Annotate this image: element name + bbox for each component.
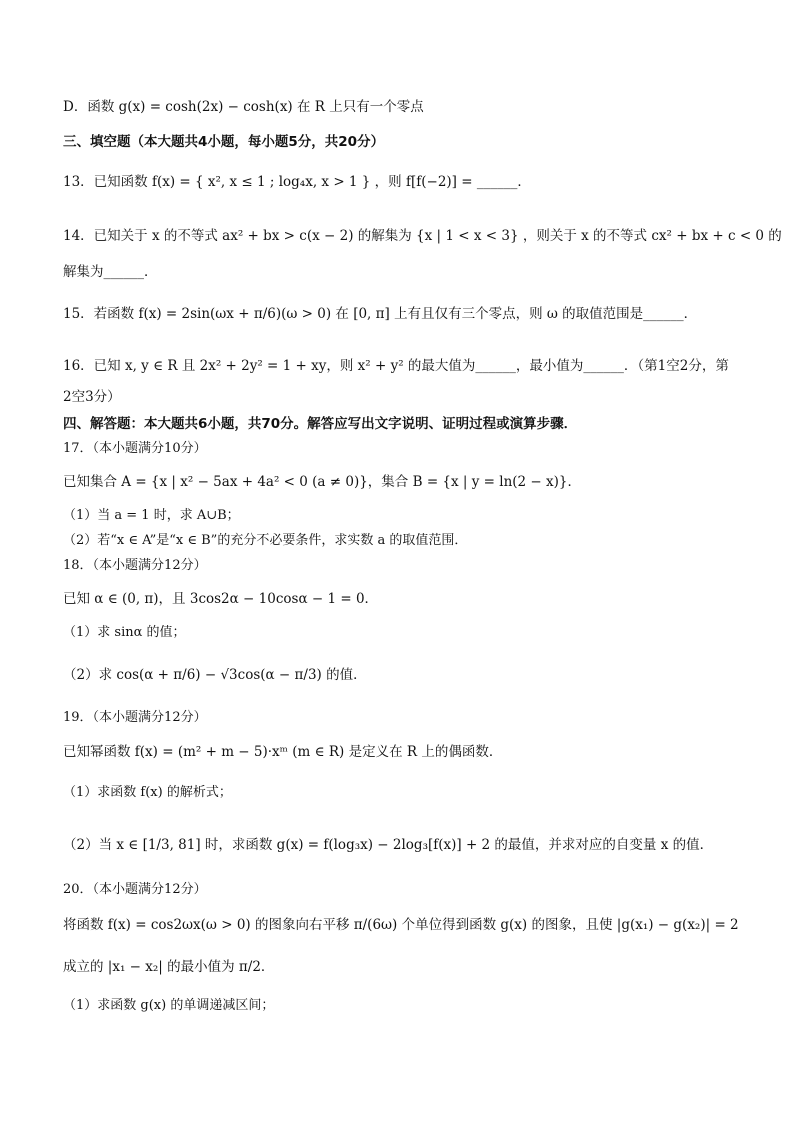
question-14-line-1: 14．已知关于 x 的不等式 ax² + bx > c(x − 2) 的解集为 {x | 1 < x < 3} ，则关于 x 的不等式 cx² + bx + c < 0 的 xyxy=(63,228,782,244)
option-d: D．函数 g(x) = cosh(2x) − cosh(x) 在 R 上只有一个零点 xyxy=(63,99,424,115)
question-19-part-1: （1）求函数 f(x) 的解析式； xyxy=(63,785,232,800)
question-20-stem-line-2: 成立的 |x₁ − x₂| 的最小值为 π/2． xyxy=(63,959,275,975)
question-20-part-1: （1）求函数 g(x) 的单调递减区间； xyxy=(63,998,275,1013)
question-13: 13．已知函数 f(x) = { x², x ≤ 1 ; log₄x, x > 1 } ，则 f[f(−2)] = ______． xyxy=(63,174,531,190)
question-18-part-1: （1）求 sinα 的值； xyxy=(63,625,186,640)
question-18-stem: 已知 α ∈ (0, π)，且 3cos2α − 10cosα − 1 = 0． xyxy=(63,591,379,607)
question-17-title: 17．（本小题满分10分） xyxy=(63,441,207,456)
question-18-title: 18．（本小题满分12分） xyxy=(63,558,207,573)
question-19-part-2: （2）当 x ∈ [1/3, 81] 时，求函数 g(x) = f(log₃x) − 2log₃[f(x)] + 2 的最值，并求对应的自变量 x 的值． xyxy=(63,837,714,853)
question-17-part-1: （1）当 a = 1 时，求 A∪B； xyxy=(63,508,240,523)
question-14-line-2: 解集为______． xyxy=(63,264,158,280)
question-18-part-2: （2）求 cos(α + π/6) − √3cos(α − π/3) 的值． xyxy=(63,667,367,683)
section-3-heading: 三、填空题（本大题共4小题，每小题5分，共20分） xyxy=(63,134,385,150)
question-17-part-2: （2）若“x ∈ A”是“x ∈ B”的充分不必要条件，求实数 a 的取值范围． xyxy=(63,533,468,548)
section-4-heading: 四、解答题：本大题共6小题，共70分。解答应写出文字说明、证明过程或演算步骤． xyxy=(63,416,578,432)
question-19-stem: 已知幂函数 f(x) = (m² + m − 5)·xᵐ (m ∈ R) 是定义在 R 上的偶函数． xyxy=(63,744,503,760)
question-20-title: 20．（本小题满分12分） xyxy=(63,882,207,897)
question-20-stem-line-1: 将函数 f(x) = cos2ωx(ω > 0) 的图象向右平移 π/(6ω) 个单位得到函数 g(x) 的图象，且使 |g(x₁) − g(x₂)| = 2 xyxy=(63,917,739,933)
question-19-title: 19．（本小题满分12分） xyxy=(63,710,207,725)
question-16-line-1: 16．已知 x, y ∈ R 且 2x² + 2y² = 1 + xy，则 x² + y² 的最大值为______，最小值为______．（第1空2分，第 xyxy=(63,358,729,374)
question-16-line-2: 2空3分） xyxy=(63,389,121,405)
question-15: 15．若函数 f(x) = 2sin(ωx + π/6)(ω > 0) 在 [0, π] 上有且仅有三个零点，则 ω 的取值范围是______． xyxy=(63,306,698,322)
question-17-stem: 已知集合 A = {x | x² − 5ax + 4a² < 0 (a ≠ 0)}，集合 B = {x | y = ln(2 − x)}． xyxy=(63,474,582,490)
